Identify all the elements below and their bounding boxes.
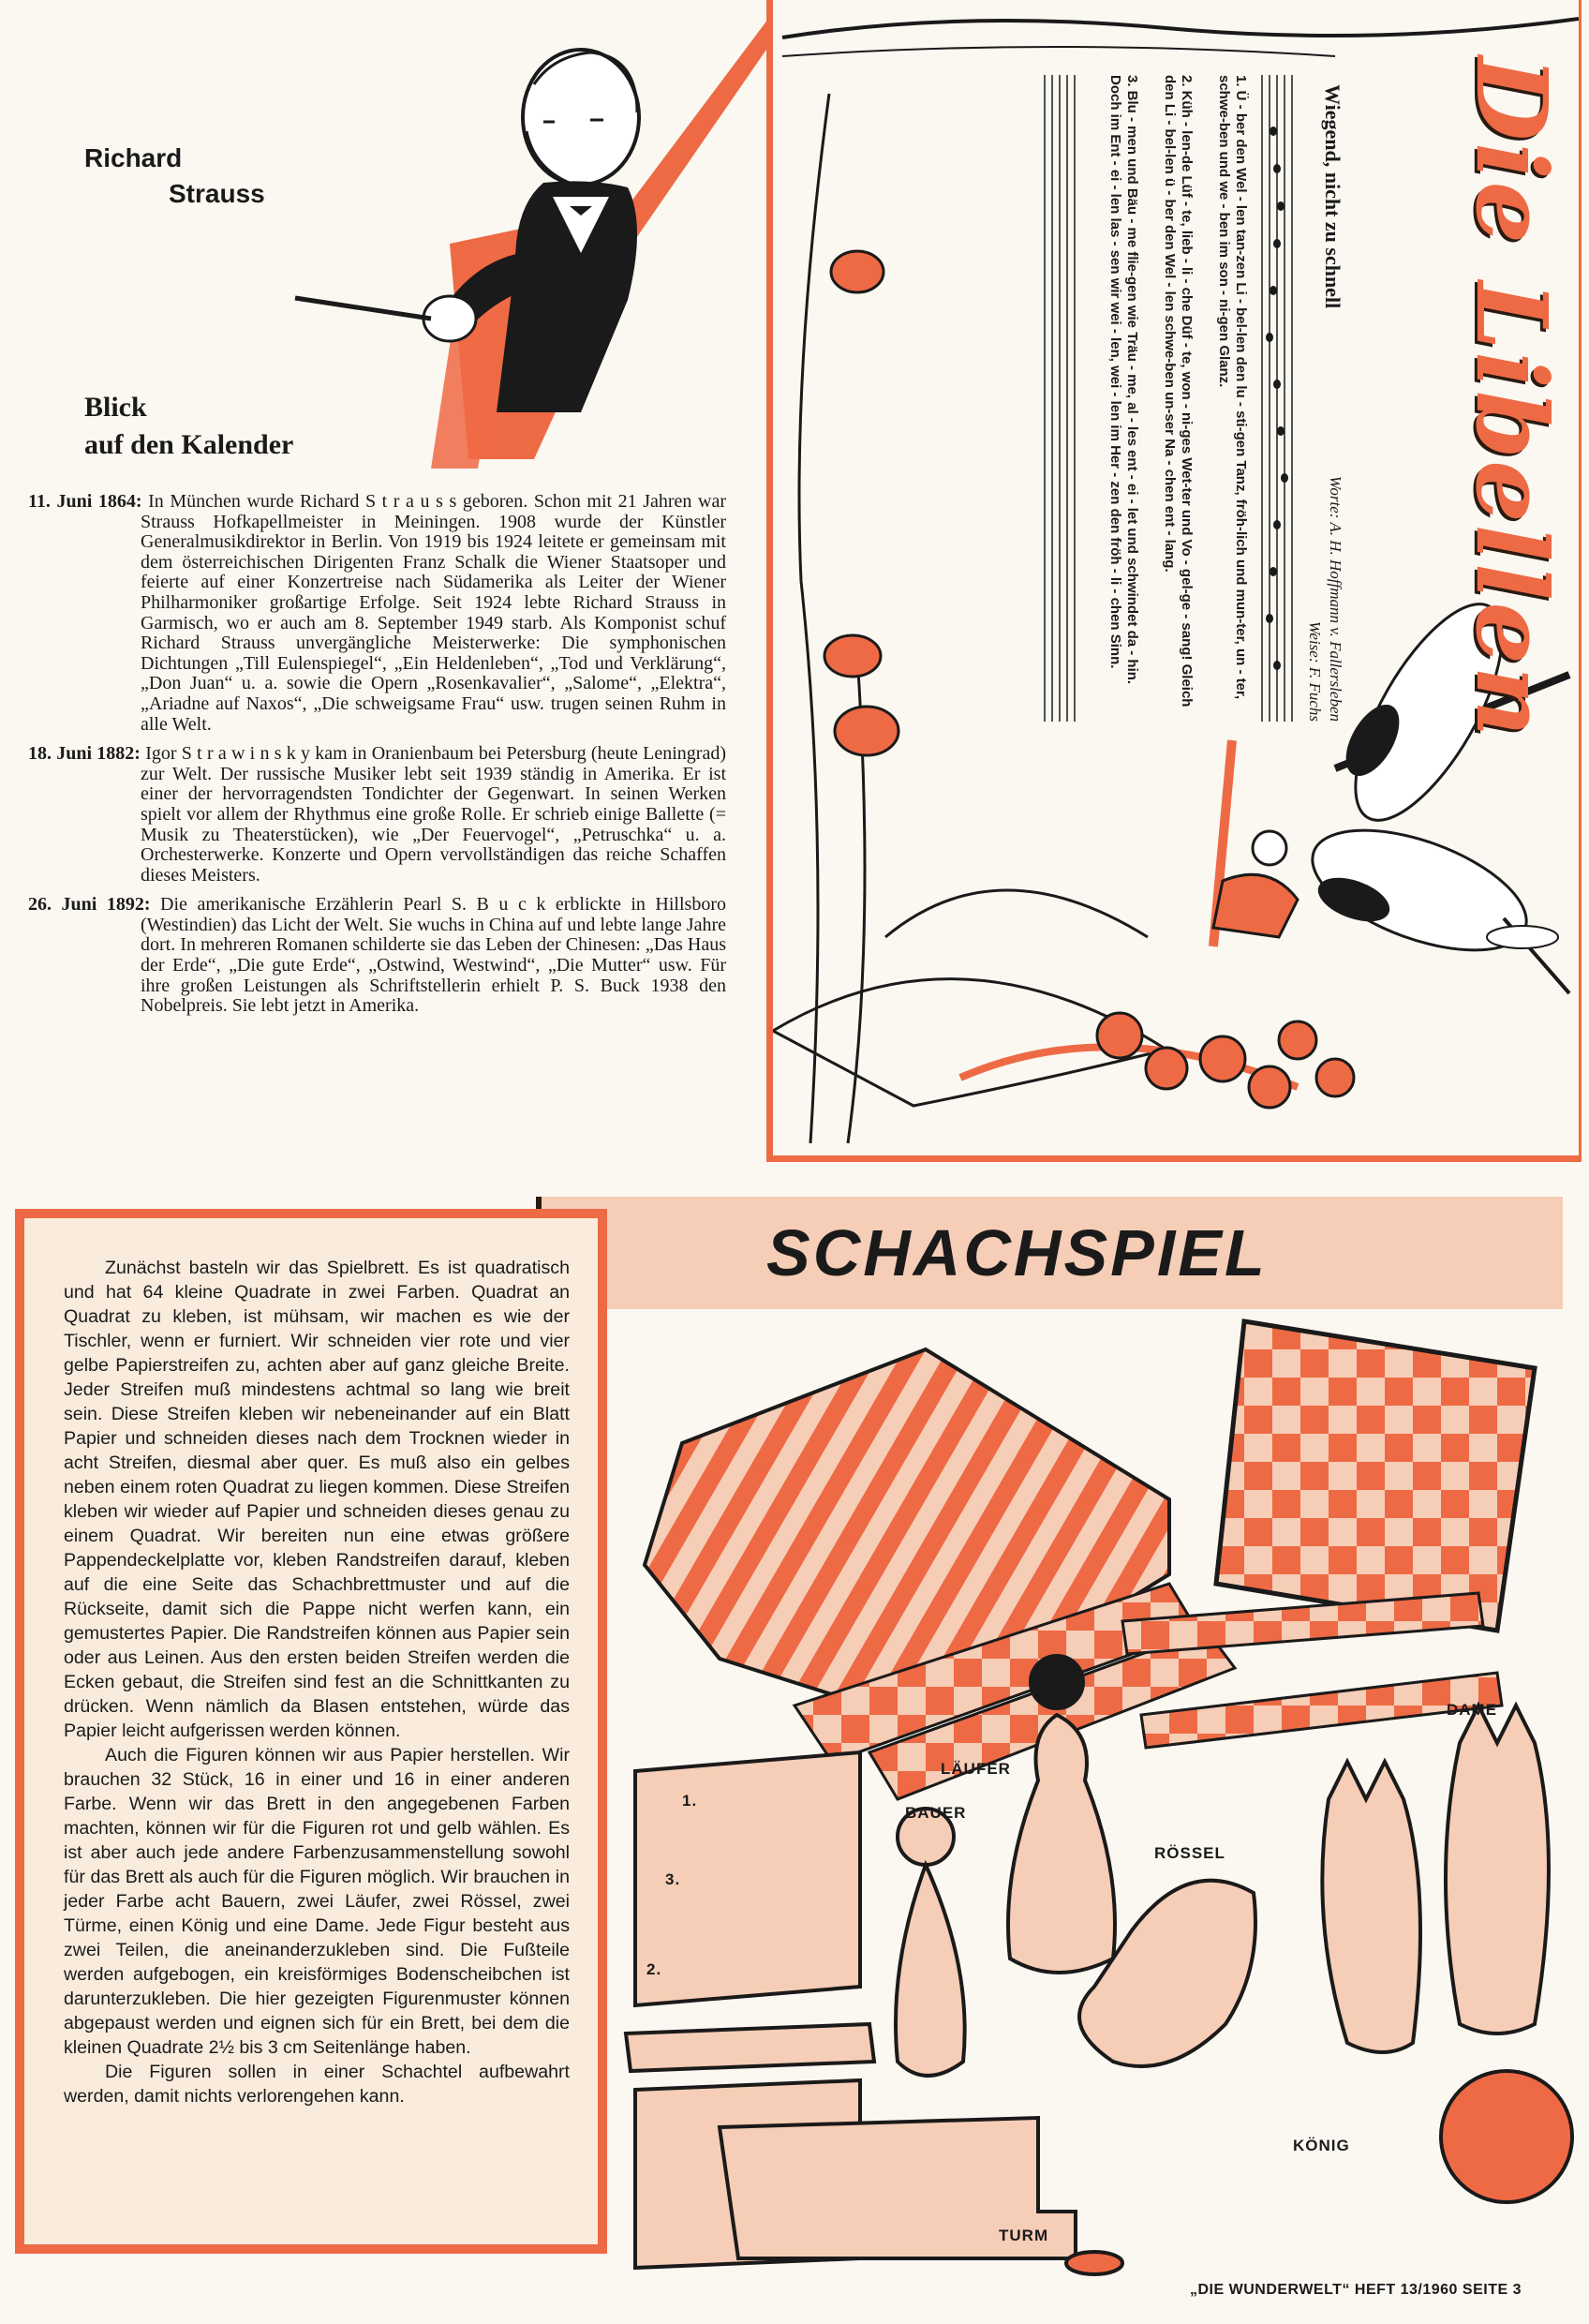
chess-instructions-p1: Zunächst basteln wir das Spielbrett. Es ist quadratisch und hat 64 kleine Quadrate in zwei Farben. Quadrat an Quadrat zu kleben, ist mühsam, wir machen es wie der Tischler, wenn er furniert. Wir schneiden vier rote und vier gelbe Papierstreifen zu, achten aber auf ganz gleiche Breite. Jeder Streifen muß mindestens achtmal so lang wie breit sein. Diese Streifen kleben wir nebeneinander auf ein Blatt Papier und schneiden dieses nach dem Trocknen wieder in acht Streifen, diesmal aber quer. Es muß also ein gelbes neben einem roten Quadrat zu liegen kommen. Diese Streifen kleben wir wieder auf Papier und schneiden dieses genau zu einem Quadrat. Wir bereiten nun eine etwas größere Pappendeckelplatte vor, kleben Randstreifen darauf, kleben auf die eine Seite das Schachbrettmuster und auf die Rückseite, damit sich die Pappe nicht werfen kann, ein gemustertes Papier. Die Randstreifen können aus Papier sein oder aus Leinen. Aus den ersten beiden Streifen werden die Ecken gebaut, die Streifen sind fest an die Schnittkanten zu drücken. Wenn nämlich da Blasen entstehen, würde das Papier leicht aufgerissen werden können. xyxy=(64,1258,570,1741)
chess-title: SCHACHSPIEL xyxy=(766,1216,1268,1289)
calendar-entry-text: Igor S t r a w i n s k y kam in Oranienbaum bei Petersburg (heute Leningrad) zur Welt. Der russische Musiker lebt seit 1939 ständig in Amerika. Er ist einer der hervorragendsten Tondichter der Gegenwart. In seinen Werken spielt vor allem der Rhythmus eine große Rolle. Er schrieb einige Ballette (= Musik zu Theaterstücken), wie „Der Feuervogel“, „Petruschka“ u. a. Orchesterwerke. Konzerte und Opern vervollständigen das reiche Schaffen dieses Meisters. xyxy=(141,743,727,886)
song-title: Die Libellen xyxy=(1454,56,1569,739)
chess-instructions-p2: Auch die Figuren können wir aus Papier herstellen. Wir brauchen 32 Stück, 16 in einer und 16 in einer anderen Farbe. Wenn wir das Brett in den angegebenen Farben machten, können wir für die Figuren rot und gelb wählen. Es ist aber auch jede andere Farbenzusammenstellung sowohl für das Brett als auch für die Figuren möglich. Wir brauchen in jeder Farbe acht Bauern, zwei Läufer, zwei Rössel, zwei Türme, einen König und eine Dame. Jede Figur besteht aus zwei Teilen, die aneinanderzukleben sind. Die Fußteile werden aufgebogen, ein kreisförmiges Bodenscheibchen ist darunterzukleben. Die hier gezeigten Figurenmuster können abgepaust werden und eignen sich für ein Brett, bei dem die kleinen Quadrate 2½ bis 3 cm Seitenlänge haben. xyxy=(64,1745,570,2058)
calendar-entry-date: 18. Juni 1882: xyxy=(28,743,141,765)
calendar-entry-date: 11. Juni 1864: xyxy=(28,491,142,512)
song-tempo: Wiegend, nicht zu schnell xyxy=(1321,84,1344,309)
strauss-title-line2: Strauss xyxy=(169,179,265,208)
label-step3: 3. xyxy=(665,1870,681,1888)
label-roessel: RÖSSEL xyxy=(1154,1844,1225,1862)
chess-illustration xyxy=(607,1312,1582,2277)
calendar-entry-date: 26. Juni 1892: xyxy=(28,894,151,916)
chess-title-banner xyxy=(536,1197,1563,1309)
calendar-title xyxy=(84,389,293,464)
song-sheet-rotated xyxy=(988,75,1344,722)
chess-instructions-p3: Die Figuren sollen in einer Schachtel aufbewahrt werden, damit nichts verlorengehen kann. xyxy=(64,2062,570,2107)
strauss-title xyxy=(84,141,265,212)
label-step1: 1. xyxy=(682,1792,698,1810)
checkerboard xyxy=(1216,1321,1535,1631)
song-lyrics-verse1: 1. Ü - ber den Wel - len tan-zen Li - bel-len den lu - sti-gen Tanz, fröh-lich und mun-ter, un - ter, schwe-ben und we - ben im son - ni-gen Glanz. xyxy=(1216,75,1249,700)
label-turm: TURM xyxy=(999,2227,1049,2244)
song-panel xyxy=(766,0,1582,1162)
song-lyrics-verse2: 2. Küh - len-de Lüf - te, lieb - li - che Düf - te, won - ni-ges Wet-ter und Vo - gel-ge - sang! Gleich den Li - bel-len ü - ber den Wel - len schwe-ben un-ser Na - chen ent - lang. xyxy=(1162,75,1195,708)
song-lyrics-verse3: 3. Blu - men und Bäu - me flie-gen wie Träu - me, al - les ent - ei - let und schwindet da - hin. Doch im Ent - ei - len las - sen wir wei - len, wei - len im Her - zen den fröh - li - chen Sinn. xyxy=(1107,75,1140,685)
calendar-entry xyxy=(28,492,726,735)
song-words-credit: Worte: A. H. Hoffmann v. Fallersleben xyxy=(1327,475,1344,722)
calendar-entry xyxy=(28,744,726,886)
page-footer: „DIE WUNDERWELT“ HEFT 13/1960 SEITE 3 xyxy=(1190,2282,1522,2298)
calendar-entry xyxy=(28,895,726,1017)
song-music-credit: Weise: F. Fuchs xyxy=(1306,620,1324,722)
song-sheet xyxy=(988,75,1344,722)
music-staff xyxy=(1035,75,1082,722)
music-staff xyxy=(1253,75,1299,722)
calendar-entry-text: Die amerikanische Erzählerin Pearl S. B u c k erblickte in Hillsboro (Westindien) das Licht der Welt. Sie wuchs in China auf und lebte lange Jahre dort. In mehreren Romanen schilderte sie das Leben der Chinesen: „Das Haus der Erde“, „Die gute Erde“, „Ostwind, Westwind“, „Die Mutter“ usw. Für ihre großen Leistungen als Schriftstellerin erhielt P. S. Buck 1938 den Nobelpreis. Sie lebt jetzt in Amerika. xyxy=(141,894,726,1017)
strauss-title-line1: Richard xyxy=(84,143,183,172)
label-dame: DAME xyxy=(1447,1701,1498,1719)
label-koenig: KÖNIG xyxy=(1293,2137,1350,2154)
calendar-entry-text: In München wurde Richard S t r a u s s geboren. Schon mit 21 Jahren war Strauss Hofkapellmeister in Meiningen. 1908 wurde der Künstler Generalmusikdirektor in Berlin. Von 1919 bis 1924 leitete er gemeinsam mit dem österreichischen Dirigenten Franz Schalk die Wiener Staatsoper und feierte auf einer Konzertreise nach Südamerika als Leiter der Wiener Philharmoniker großartige Erfolge. Seit 1924 lebte Richard Strauss in Garmisch, wo er auch am 8. September 1949 starb. Als Komponist schuf Richard Strauss unvergängliche Meisterwerke: Die symphonischen Dichtungen „Till Eulenspiegel“, „Ein Heldenleben“, „Tod und Verklärung“, „Don Juan“ u. a. sowie die Opern „Rosenkavalier“, „Salome“, „Elektra“, „Ariadne auf Naxos“, „Die schweigsame Frau“ usw. trugen seinen Ruhm in alle Welt. xyxy=(141,491,727,735)
label-laeufer: LÄUFER xyxy=(941,1760,1011,1778)
label-bauer: BAUER xyxy=(905,1804,967,1822)
label-step2: 2. xyxy=(646,1960,662,1978)
calendar-title-line1: Blick xyxy=(84,392,147,423)
calendar-entries xyxy=(28,492,726,1026)
calendar-title-line2: auf den Kalender xyxy=(84,429,294,460)
chess-instructions xyxy=(15,1209,607,2254)
